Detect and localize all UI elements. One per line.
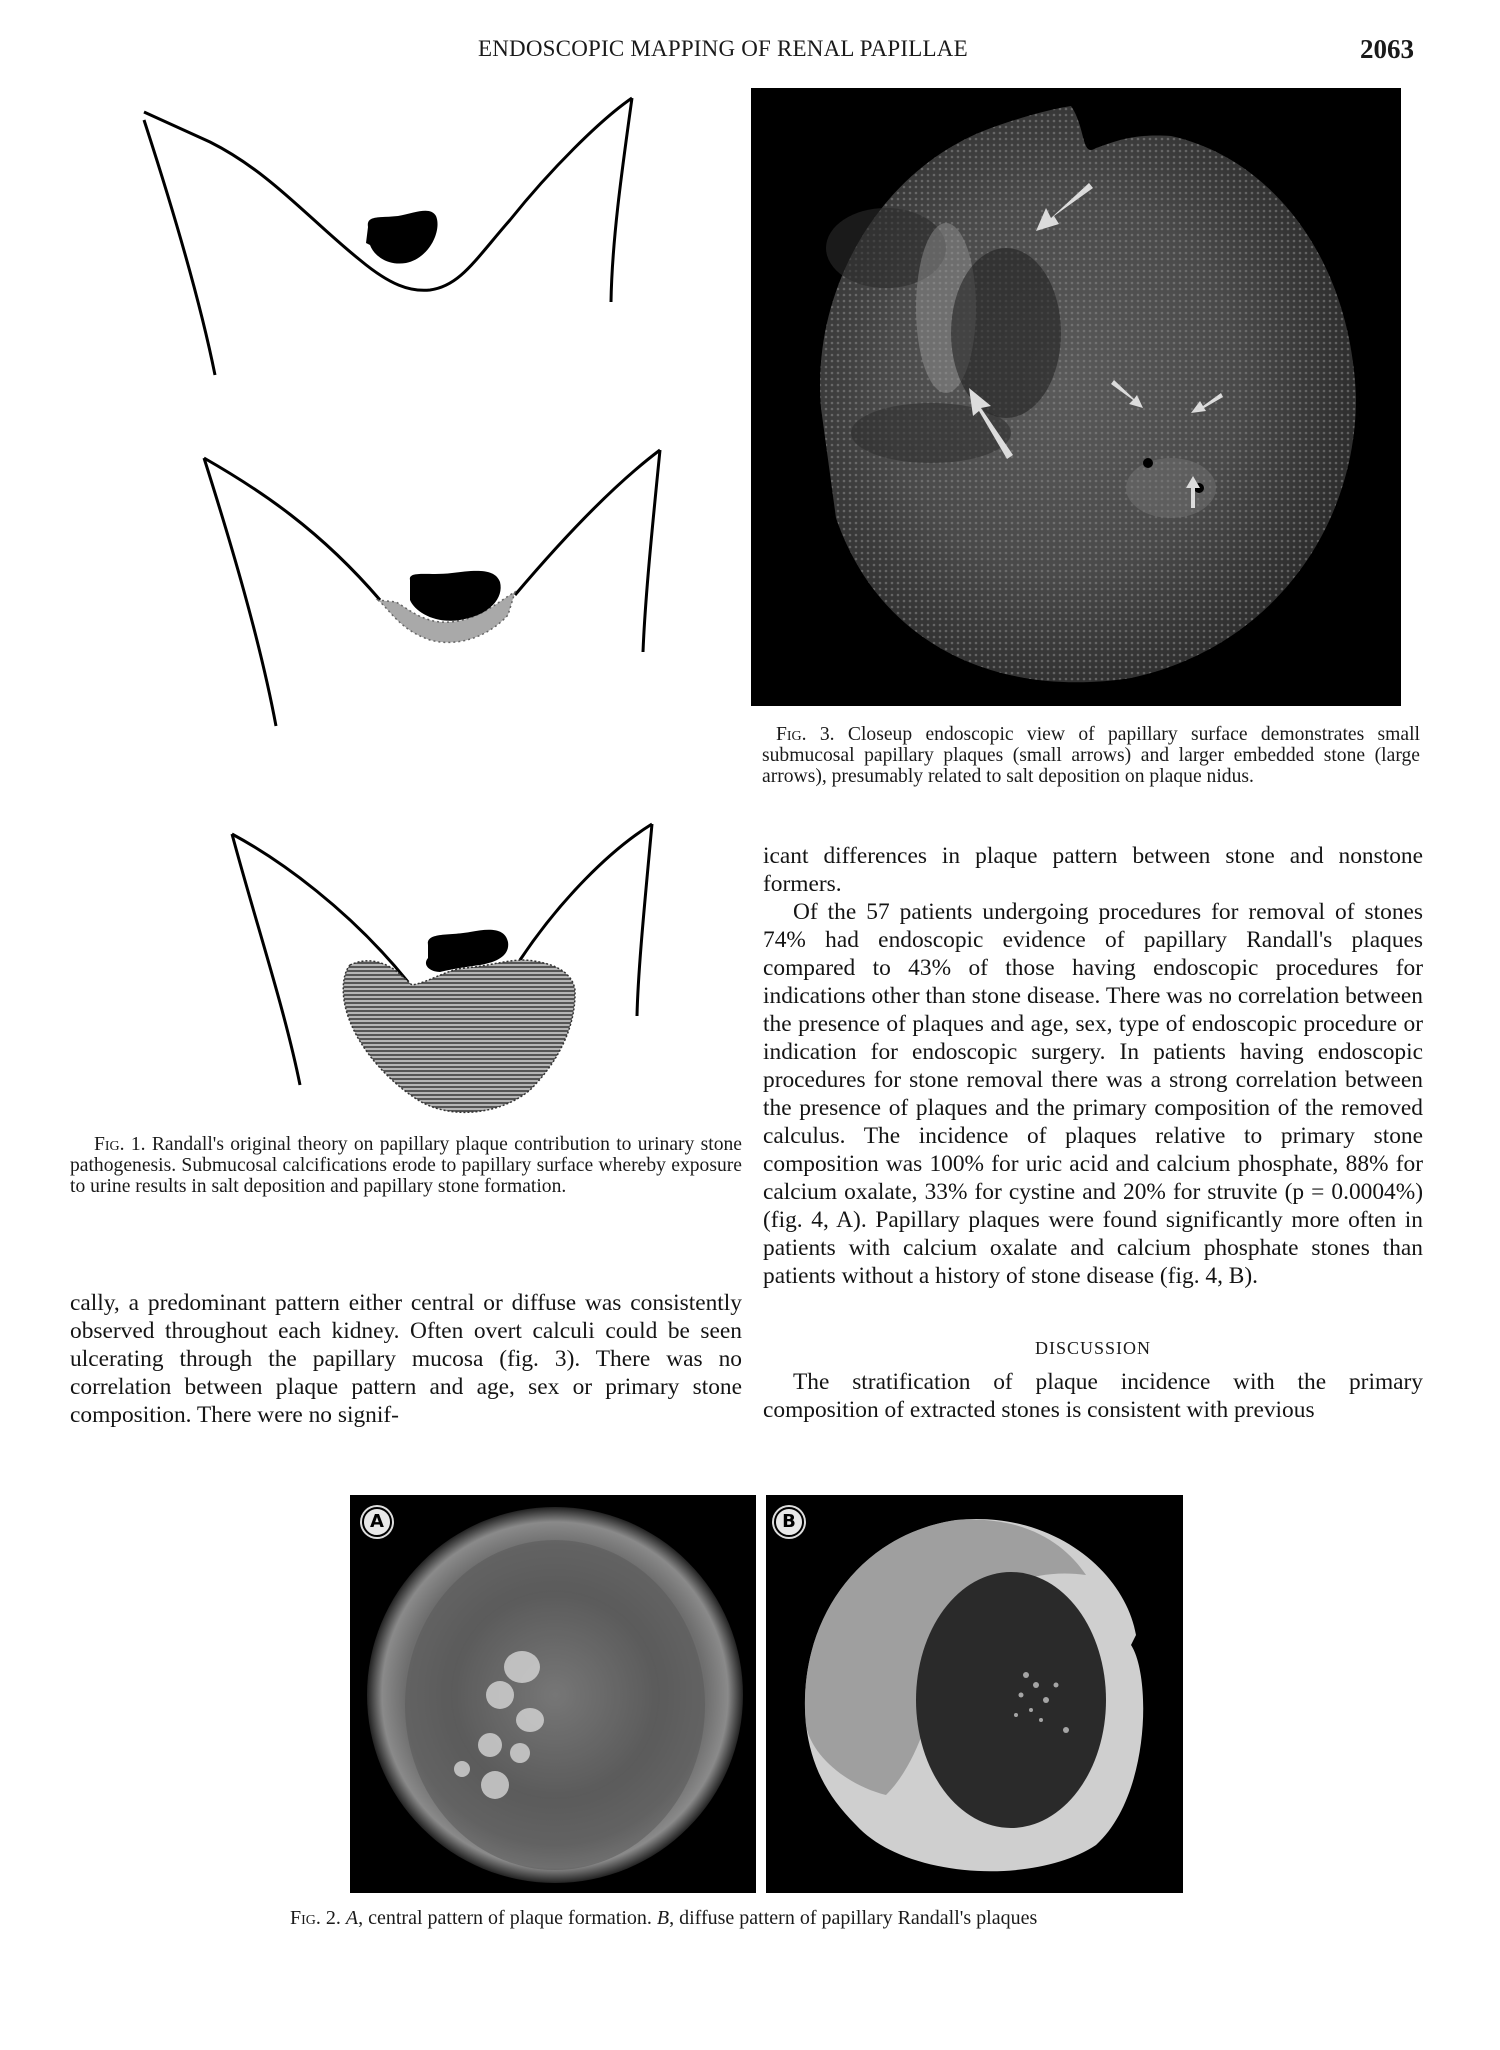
- caption-panel-a-text: , central pattern of plaque formation.: [358, 1907, 657, 1929]
- figure-1-panel-large-plaque: [190, 810, 690, 1130]
- running-title: ENDOSCOPIC MAPPING OF RENAL PAPILLAE: [478, 36, 968, 61]
- figure-1-caption-text: Randall's original theory on papillary plaque contribution to urinary stone pathogenesis. Submucosal calcifications erode to papillary surface whereby exposure to urine results in salt deposition and papillary stone formation.: [70, 1134, 742, 1197]
- discussion-paragraph: The stratification of plaque incidence with the primary composition of extracted stones is consistent with previous: [763, 1369, 1423, 1423]
- figure-3-endoscopic-photo: [751, 88, 1401, 706]
- figure-1-panel-plaque-beneath-stone: [190, 430, 690, 750]
- right-paragraph-1: icant differences in plaque pattern between stone and nonstone formers.: [763, 843, 1423, 897]
- endoscope-view: [751, 88, 1401, 706]
- caption-panel-b-text: , diffuse pattern of papillary Randall's plaques: [669, 1907, 1038, 1929]
- figure-1-caption: [70, 1134, 742, 1197]
- figure-2-panel-a-photo: [350, 1495, 756, 1893]
- figure-1-caption-label: Fig. 1.: [94, 1134, 146, 1155]
- left-column-text: [70, 1289, 742, 1429]
- figure-3-caption: [762, 724, 1420, 787]
- panel-a-badge: A: [362, 1507, 392, 1537]
- caption-panel-b-ref: B: [656, 1907, 670, 1929]
- figure-2-panel-b-photo: [766, 1495, 1183, 1893]
- caption-panel-a-ref: A: [345, 1907, 359, 1929]
- figure-2-caption: [290, 1908, 1250, 1929]
- page-number: 2063: [1360, 34, 1414, 64]
- central-pattern-view: [350, 1495, 756, 1893]
- figure-2-caption-label: Fig. 2.: [290, 1907, 341, 1929]
- right-paragraph-2: Of the 57 patients undergoing procedures for removal of stones 74% had endoscopic evidence of papillary Randall's plaques compared to 43% of those having endoscopic procedures for indications other than stone disease. There was no correlation between the presence of plaques and age, sex, type of endoscopic procedure or indication for endoscopic surgery. In patients having endoscopic procedures for stone removal there was a strong correlation between the presence of plaques and the primary composition of the removed calculus. The incidence of plaques relative to primary stone composition was 100% for uric acid and calcium phosphate, 88% for calcium oxalate, 33% for cystine and 20% for struvite (p = 0.0004%) (fig. 4, A). Papillary plaques were found significantly more often in patients with calcium oxalate and calcium phosphate stones than patients without a history of stone disease (fig. 4, B).: [763, 899, 1423, 1289]
- left-paragraph: cally, a predominant pattern either central or diffuse was consistently observed throughout each kidney. Often overt calculi could be seen ulcerating through the papillary mucosa (fig. 3). There was no correlation between plaque pattern and age, sex or primary stone composition. There were no signif-: [70, 1290, 742, 1428]
- discussion-text: [763, 1368, 1423, 1424]
- right-column-text: [763, 842, 1423, 1290]
- figure-1-panel-stone-on-papilla: [130, 80, 690, 410]
- diffuse-pattern-view: [766, 1495, 1183, 1893]
- panel-b-badge: B: [774, 1507, 804, 1537]
- section-heading-discussion: DISCUSSION: [1034, 1338, 1152, 1358]
- figure-3-caption-text: Closeup endoscopic view of papillary surface demonstrates small submucosal papillary plaques (small arrows) and larger embedded stone (large arrows), presumably related to salt deposition on plaque nidus.: [762, 724, 1420, 787]
- figure-3-caption-label: Fig. 3.: [776, 724, 835, 745]
